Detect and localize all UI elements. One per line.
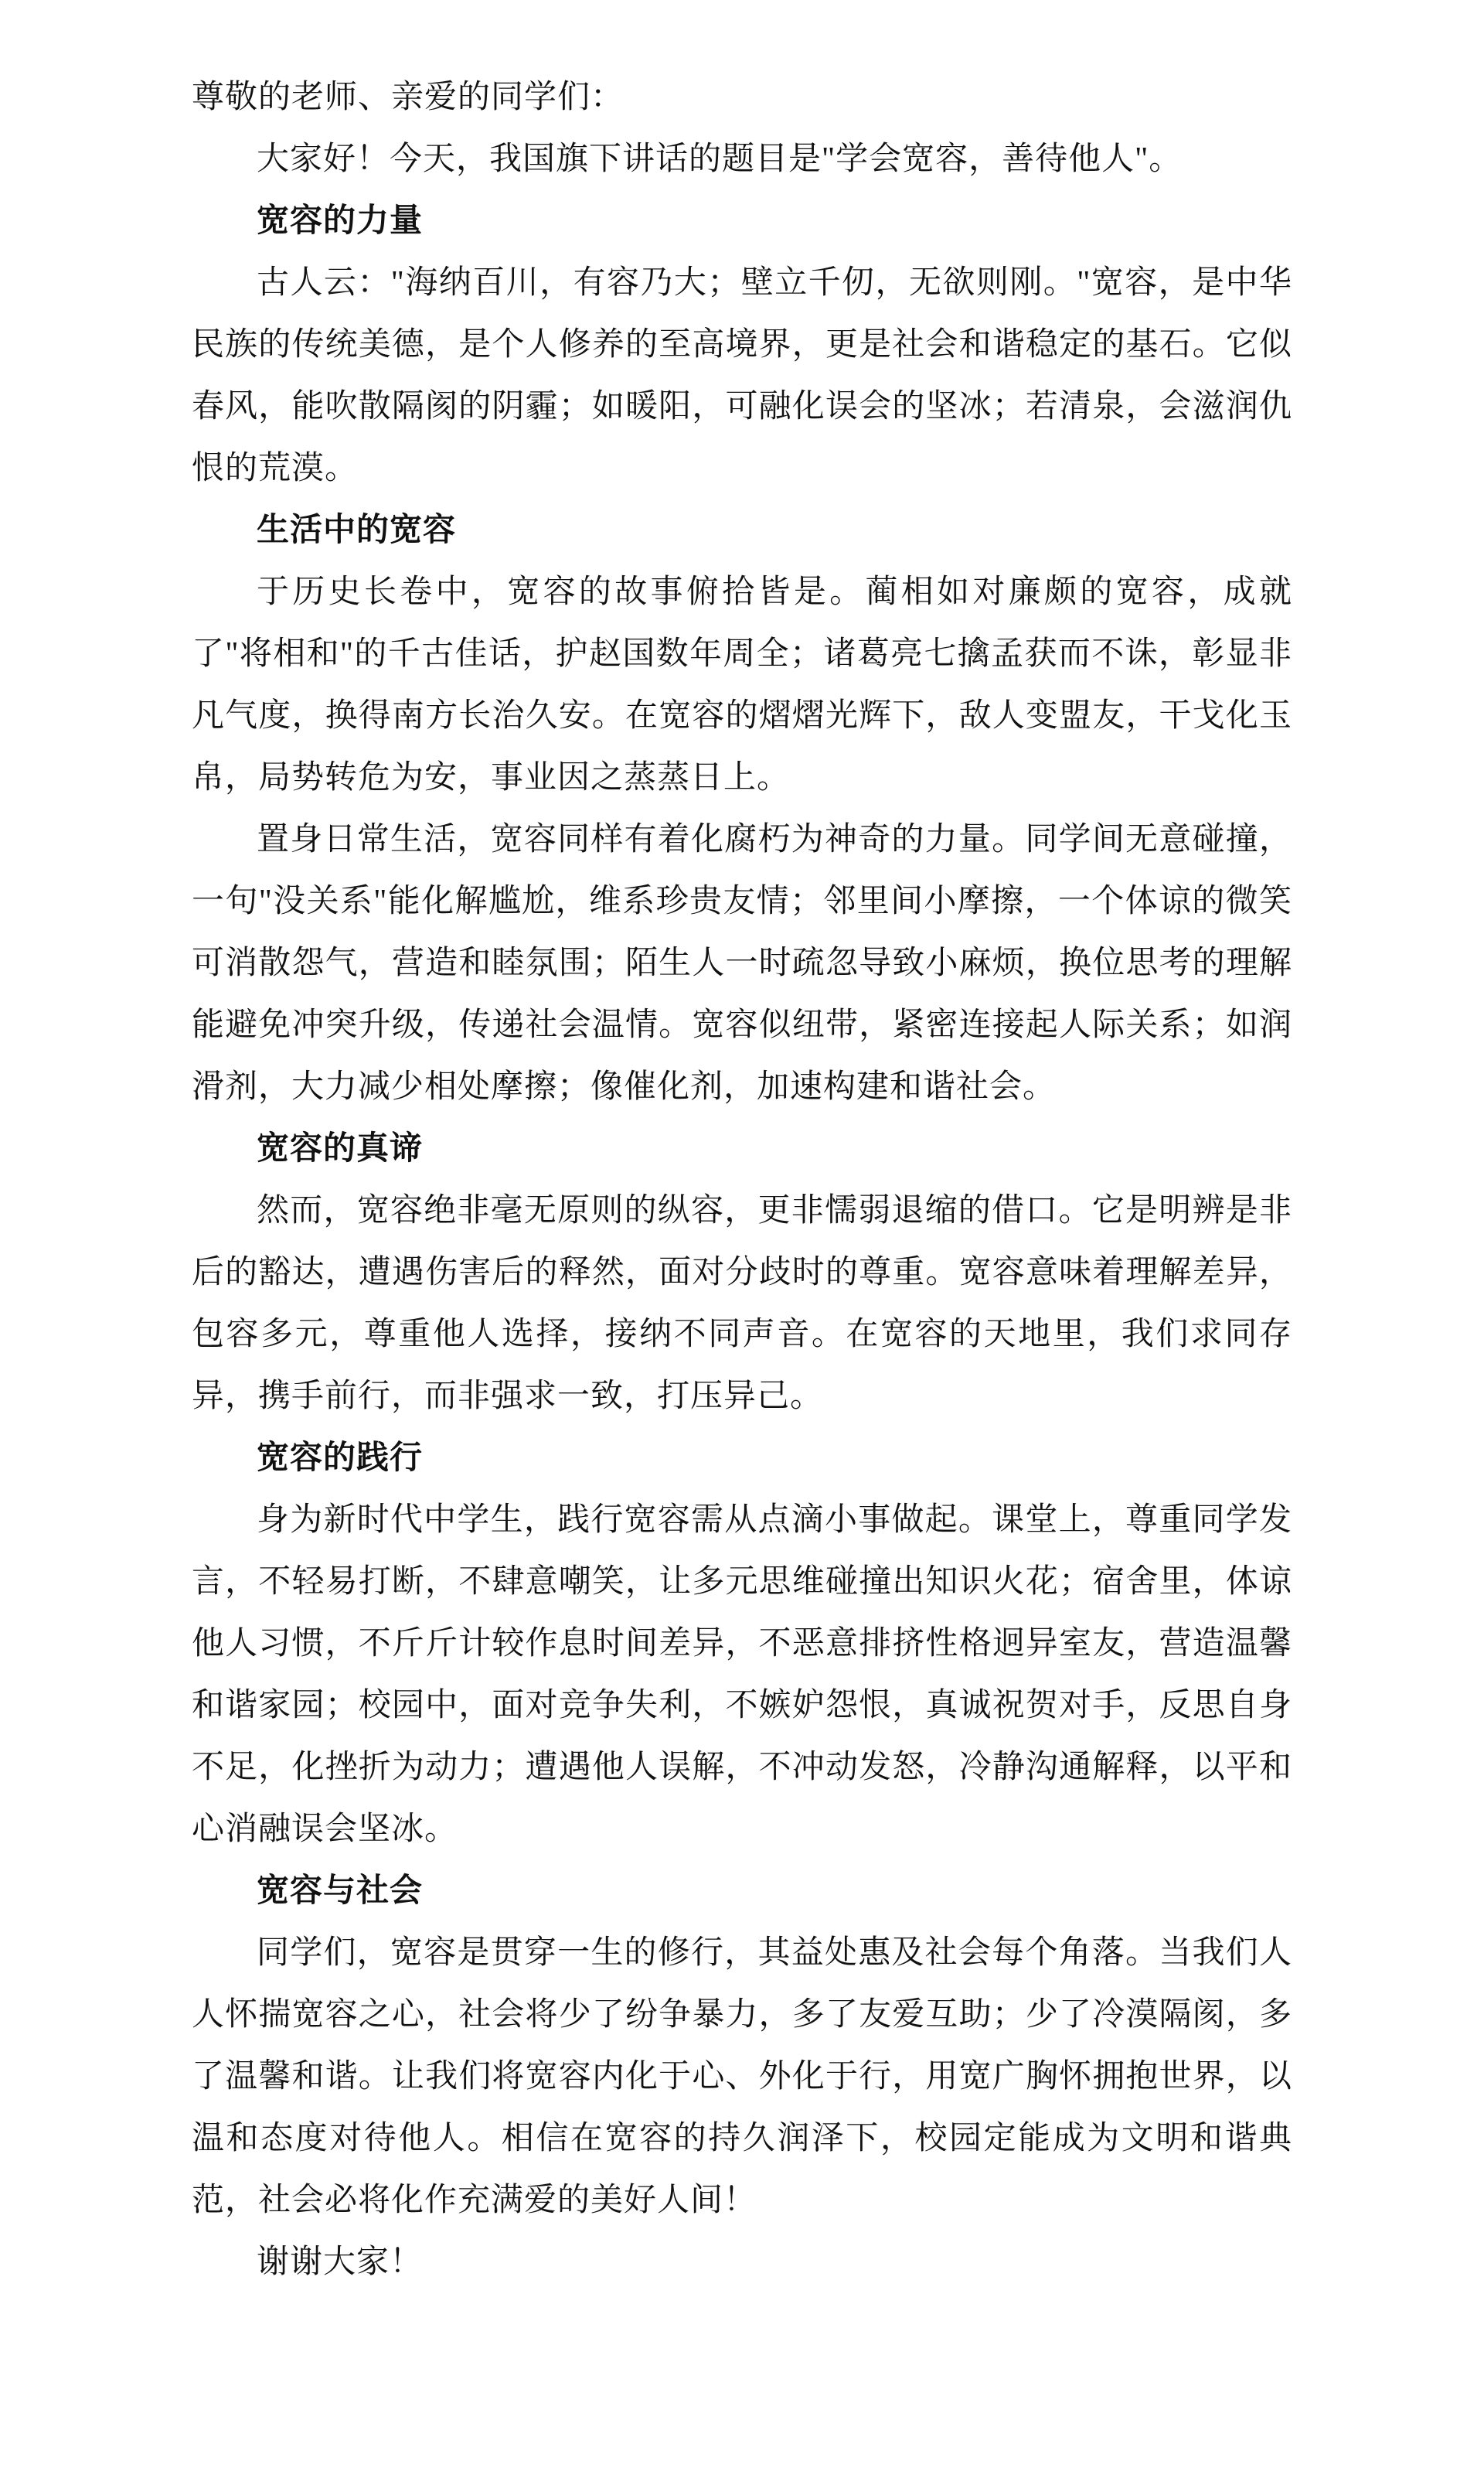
paragraph-essence: 然而，宽容绝非毫无原则的纵容，更非懦弱退缩的借口。它是明辨是非后的豁达，遭遇伤害后的释然，面对分歧时的尊重。宽容意味着理解差异，包容多元，尊重他人选择，接纳不同声音。在宽容的天地里，我们求同存异，携手前行，而非强求一致，打压异己。 <box>192 1193 1292 1414</box>
speech-text-body <box>192 66 1292 2293</box>
closing-thanks-line: 谢谢大家！ <box>257 2244 424 2280</box>
paragraph-daily-life: 置身日常生活，宽容同样有着化腐朽为神奇的力量。同学间无意碰撞，一句"没关系"能化解尴尬，维系珍贵友情；邻里间小摩擦，一个体谅的微笑可消散怨气，营造和睦氛围；陌生人一时疏忽导致小麻烦，换位思考的理解能避免冲突升级，传递社会温情。宽容似纽带，紧密连接起人际关系；如润滑剂，大力减少相处摩擦；像催化剂，加速构建和谐社会。 <box>192 822 1292 1105</box>
section-heading-life: 生活中的宽容 <box>257 513 457 548</box>
salutation-line: 尊敬的老师、亲爱的同学们： <box>192 80 625 115</box>
section-heading-essence: 宽容的真谛 <box>257 1131 424 1167</box>
paragraph-practice: 身为新时代中学生，践行宽容需从点滴小事做起。课堂上，尊重同学发言，不轻易打断，不肆意嘲笑，让多元思维碰撞出知识火花；宿舍里，体谅他人习惯，不斤斤计较作息时间差异，不恶意排挤性格迥异室友，营造温馨和谐家园；校园中，面对竞争失利，不嫉妒怨恨，真诚祝贺对手，反思自身不足，化挫折为动力；遭遇他人误解，不冲动发怒，冷静沟通解释，以平和心消融误会坚冰。 <box>192 1502 1292 1847</box>
section-heading-society: 宽容与社会 <box>257 1873 424 1909</box>
paragraph-society: 同学们，宽容是贯穿一生的修行，其益处惠及社会每个角落。当我们人人怀揣宽容之心，社会将少了纷争暴力，多了友爱互助；少了冷漠隔阂，多了温馨和谐。让我们将宽容内化于心、外化于行，用宽广胸怀拥抱世界，以温和态度对待他人。相信在宽容的持久润泽下，校园定能成为文明和谐典范，社会必将化作充满爱的美好人间！ <box>192 1935 1292 2218</box>
opening-paragraph: 大家好！今天，我国旗下讲话的题目是"学会宽容，善待他人"。 <box>257 141 1183 177</box>
paragraph-power: 古人云："海纳百川，有容乃大；壁立千仞，无欲则刚。"宽容，是中华民族的传统美德，是个人修养的至高境界，更是社会和谐稳定的基石。它似春风，能吹散隔阂的阴霾；如暖阳，可融化误会的坚冰；若清泉，会滋润仇恨的荒漠。 <box>192 265 1292 486</box>
paragraph-history: 于历史长卷中，宽容的故事俯拾皆是。蔺相如对廉颇的宽容，成就了"将相和"的千古佳话，护赵国数年周全；诸葛亮七擒孟获而不诛，彰显非凡气度，换得南方长治久安。在宽容的熠熠光辉下，敌人变盟友，干戈化玉帛，局势转危为安，事业因之蒸蒸日上。 <box>192 574 1292 796</box>
section-heading-practice: 宽容的践行 <box>257 1440 424 1476</box>
section-heading-power: 宽容的力量 <box>257 203 424 239</box>
